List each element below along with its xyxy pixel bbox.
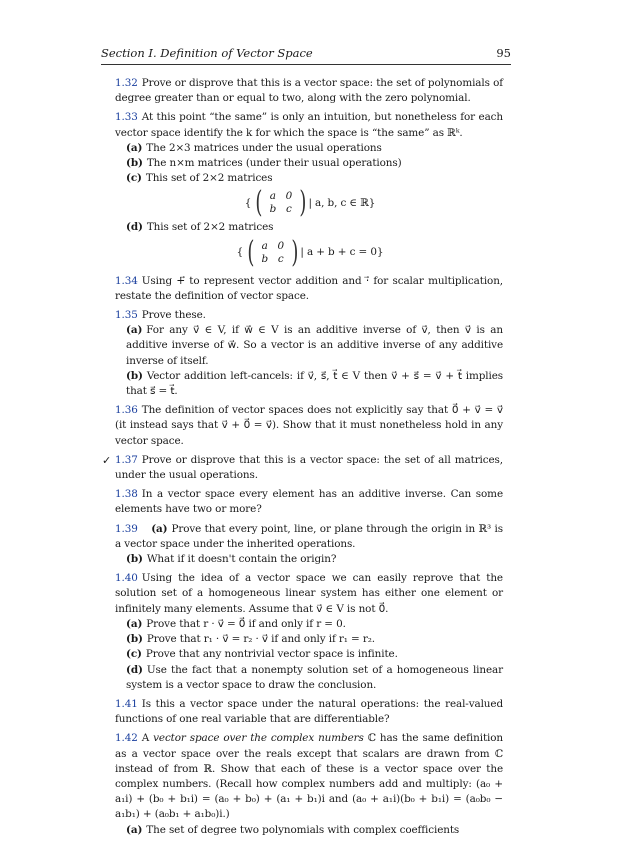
problem-number[interactable]: 1.35 [115, 309, 138, 322]
problem-number[interactable]: 1.42 [115, 732, 138, 745]
part-text: What if it doesn't contain the origin? [146, 553, 337, 566]
problem-text: Using +⃗ to represent vector addition and ·⃗ for scalar multiplication, restate the definition of vector space. [115, 274, 503, 302]
problem-number[interactable]: 1.34 [115, 274, 138, 287]
problem-text: Prove or disprove that this is a vector space: the set of all matrices, under the usual operations. [115, 453, 503, 482]
right-paren: ) [291, 234, 299, 270]
matrix-entry: c [285, 203, 292, 216]
problem-number[interactable]: 1.39 [115, 522, 138, 535]
matrix-entry: 0 [285, 190, 293, 203]
problem-text: In a vector space every element has an additive inverse. Can some elements have two or more? [115, 488, 503, 516]
matrix-entry: c [277, 252, 284, 265]
part-text: The n×m matrices (under their usual operations) [146, 157, 402, 170]
problem-1-34 [115, 274, 503, 304]
left-paren: ( [247, 234, 255, 270]
problem-number[interactable]: 1.40 [115, 572, 138, 585]
part-text: The 2×3 matrices under the usual operations [146, 141, 382, 154]
part-label: (b) [126, 157, 143, 170]
part-text: Prove that every point, line, or plane through the origin in ℝ³ is a vector space under the inherited operations. [115, 522, 503, 550]
problem-1-39 [115, 522, 503, 568]
part-text: Use the fact that a nonempty solution set of a homogeneous linear system is a vector space to draw the conclusion. [126, 663, 503, 691]
problem-1-35 [115, 308, 503, 399]
part-label: (b) [126, 553, 143, 566]
problem-text: Prove or disprove that this is a vector space: the set of polynomials of degree greater than or equal to two, along with the zero polynomial. [115, 77, 503, 105]
matrix [253, 185, 308, 221]
part-text: The set of degree two polynomials with complex coefficients [146, 823, 460, 836]
problem-text: Prove these. [141, 309, 206, 322]
open-brace: { [236, 246, 244, 259]
part-d [115, 663, 503, 693]
part-label: (b) [126, 369, 143, 382]
part-label: (d) [126, 221, 143, 234]
problem-1-36 [115, 403, 503, 449]
problem-number[interactable]: 1.41 [115, 697, 138, 710]
problem-1-38 [115, 487, 503, 517]
part-c [115, 171, 503, 186]
part-text: This set of 2×2 matrices [145, 172, 273, 185]
matrix-entry: a [269, 190, 276, 203]
problem-text: Is this a vector space under the natural operations: the real-valued functions of one real variable that are differentiable? [115, 697, 503, 726]
matrix-entry: a [261, 239, 268, 252]
page-number: 95 [496, 46, 511, 60]
part-a [115, 141, 503, 156]
problem-1-41 [115, 697, 503, 727]
part-label: (c) [126, 648, 142, 661]
part-text: For any v⃗ ∈ V, if w⃗ ∈ V is an additive inverse of v⃗, then v⃗ is an additive inverse of w⃗. So a vector is an additive inverse of any additive inverse of itself. [126, 324, 503, 367]
checkmark-icon: ✓ [102, 453, 112, 467]
exercise-list [102, 76, 503, 842]
problem-1-33 [115, 110, 503, 269]
problem-number[interactable]: 1.33 [115, 111, 138, 124]
section-title: Section I. Definition of Vector Space [101, 46, 313, 60]
problem-text: Using the idea of a vector space we can easily reprove that the solution set of a homogeneous linear system has either one element or infinitely many elements. Assume that v⃗ ∈ V is not 0⃗. [115, 572, 503, 615]
part-label: (a) [126, 617, 143, 630]
left-paren: ( [255, 185, 263, 221]
part-b [115, 156, 503, 171]
problem-number[interactable]: 1.38 [115, 488, 138, 501]
problem-text: The definition of vector spaces does not explicitly say that 0⃗ + v⃗ = v⃗ (it instead says that v⃗ + 0⃗ = v⃗). Show that it must nonetheless hold in any vector space. [115, 404, 503, 447]
matrix-entry: b [269, 203, 277, 216]
part-label: (a) [126, 324, 143, 337]
matrix [245, 234, 300, 270]
part-label: (a) [151, 522, 168, 535]
problem-text: At this point “the same” is only an intuition, but nonetheless for each vector space identify the k for which the space is “the same” as ℝᵏ. [115, 111, 503, 139]
problem-text: ℂ has the same definition as a vector space over the reals except that scalars are drawn from ℂ instead of from ℝ. Show that each of these is a vector space over the complex numbers. (Recall how complex numbers add and multiply: (a₀ + a₁i) + (b₀ + b₁i) = (a₀ + b₀) + (a₁ + b₁)i and (a₀ + a₁i)(b₀ + b₁i) = (a₀b₀ − a₁b₁) + (a₀b₁ + a₁b₀)i.) [115, 732, 503, 821]
part-label: (c) [126, 172, 142, 185]
part-text: Prove that r₁ · v⃗ = r₂ · v⃗ if and only if r₁ = r₂. [146, 633, 375, 646]
part-b [115, 369, 503, 399]
part-a [115, 323, 503, 369]
part-b [115, 552, 503, 567]
part-a [115, 617, 503, 632]
matrix-entry: b [261, 252, 269, 265]
part-text: Vector addition left-cancels: if v⃗, s⃗, t⃗ ∈ V then v⃗ + s⃗ = v⃗ + t⃗ implies that s⃗ = t⃗. [126, 369, 503, 398]
set-condition: | a + b + c = 0} [300, 246, 384, 259]
part-label: (a) [126, 823, 143, 836]
defined-term: vector space over the complex numbers [153, 732, 364, 745]
problem-text-prefix: A [141, 732, 150, 745]
part-text: Prove that any nontrivial vector space is infinite. [145, 648, 398, 661]
part-a [115, 823, 503, 838]
problem-1-37 [102, 453, 503, 483]
problem-1-42 [115, 731, 503, 837]
problem-number[interactable]: 1.36 [115, 404, 138, 417]
part-b [115, 632, 503, 647]
part-text: This set of 2×2 matrices [146, 221, 274, 234]
part-c [115, 647, 503, 662]
running-header [101, 44, 511, 65]
set-condition: | a, b, c ∈ ℝ} [308, 196, 376, 209]
problem-number[interactable]: 1.37 [115, 453, 138, 466]
part-text: Prove that r · v⃗ = 0⃗ if and only if r = 0. [146, 617, 346, 630]
open-brace: { [244, 196, 252, 209]
problem-1-40 [115, 571, 503, 693]
part-label: (b) [126, 633, 143, 646]
part-d [115, 220, 503, 235]
part-label: (d) [126, 663, 143, 676]
set-display-d [115, 236, 503, 270]
set-display-c [115, 186, 503, 220]
problem-1-32 [115, 76, 503, 106]
part-label: (a) [126, 141, 143, 154]
matrix-entry: 0 [277, 239, 284, 252]
problem-number[interactable]: 1.32 [115, 77, 138, 89]
right-paren: ) [299, 185, 307, 221]
